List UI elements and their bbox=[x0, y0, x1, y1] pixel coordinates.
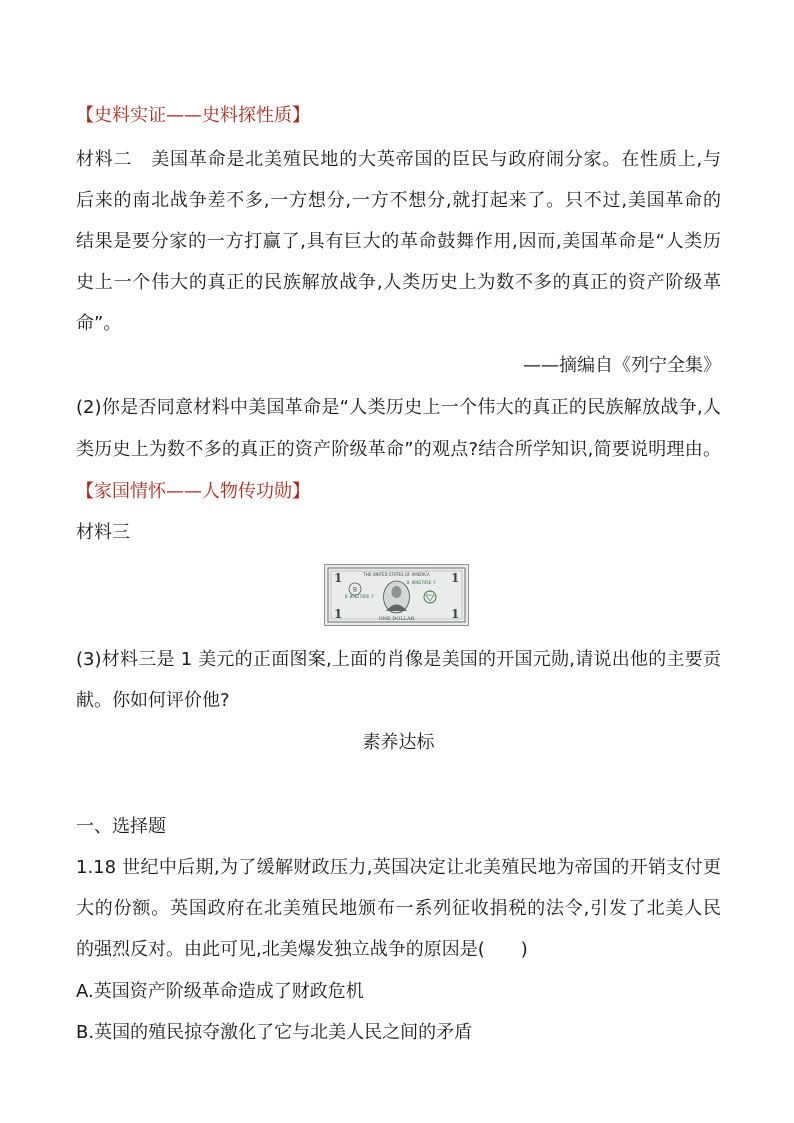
bill-numeral-tl: 1 bbox=[334, 571, 343, 585]
material-source: ——摘编自《列宁全集》 bbox=[523, 355, 721, 376]
option-a: A.英国资产阶级革命造成了财政危机 bbox=[76, 981, 364, 1002]
question-two-line: 类历史上为数不多的真正的资产阶级革命”的观点?结合所学知识,简要说明理由。 bbox=[76, 439, 721, 460]
question-one-line: 1.18 世纪中后期,为了缓解财政压力,英国决定让北美殖民地为帝国的开销支付更 bbox=[76, 857, 721, 878]
bill-numeral-bl: 1 bbox=[334, 607, 343, 621]
bill-one-dollar-text: ONE DOLLAR bbox=[378, 616, 415, 622]
question-three-line: (3)材料三是 1 美元的正面图案,上面的肖像是美国的开国元勋,请说出他的主要贡 bbox=[76, 649, 721, 670]
bill-serial-top: B 09627456 F bbox=[407, 580, 436, 585]
section-heading-evidence: 【史料实证——史料探性质】 bbox=[76, 105, 310, 126]
material-two-line: 结果是要分家的一方打赢了,具有巨大的革命鼓舞作用,因而,美国革命是“人类历 bbox=[76, 231, 721, 252]
question-one-line: 的强烈反对。由此可见,北美爆发独立战争的原因是( ) bbox=[76, 939, 528, 960]
reserve-seal-letter: B bbox=[352, 586, 358, 594]
portrait-head-icon bbox=[392, 586, 402, 598]
one-dollar-bill-image bbox=[324, 564, 469, 626]
question-three-line: 献。你如何评价他? bbox=[76, 690, 230, 711]
part-heading-choice: 一、选择题 bbox=[76, 816, 166, 837]
bill-banner-text: THE UNITED STATES OF AMERICA bbox=[363, 572, 430, 577]
material-two-line: 材料二 美国革命是北美殖民地的大英帝国的臣民与政府闹分家。在性质上,与 bbox=[76, 149, 721, 170]
bill-numeral-tr: 1 bbox=[451, 571, 460, 585]
question-two-line: (2)你是否同意材料中美国革命是“人类历史上一个伟大的真正的民族解放战争,人 bbox=[76, 397, 721, 418]
section-heading-patriotism: 【家国情怀——人物传功勋】 bbox=[76, 481, 310, 502]
bill-serial-left: B 09627456 F bbox=[345, 594, 374, 599]
material-three-label: 材料三 bbox=[76, 522, 130, 543]
question-one-line: 大的份额。英国政府在北美殖民地颁布一系列征收捐税的法令,引发了北美人民 bbox=[76, 898, 721, 919]
material-two-line: 命”。 bbox=[76, 313, 122, 334]
material-two-line: 史上一个伟大的真正的民族解放战争,人类历史上为数不多的真正的资产阶级革 bbox=[76, 272, 721, 293]
bill-numeral-br: 1 bbox=[451, 607, 460, 621]
literacy-title: 素养达标 bbox=[362, 732, 435, 753]
option-b: B.英国的殖民掠夺激化了它与北美人民之间的矛盾 bbox=[76, 1022, 473, 1043]
material-two-line: 后来的南北战争差不多,一方想分,一方不想分,就打起来了。只不过,美国革命的 bbox=[76, 190, 721, 211]
